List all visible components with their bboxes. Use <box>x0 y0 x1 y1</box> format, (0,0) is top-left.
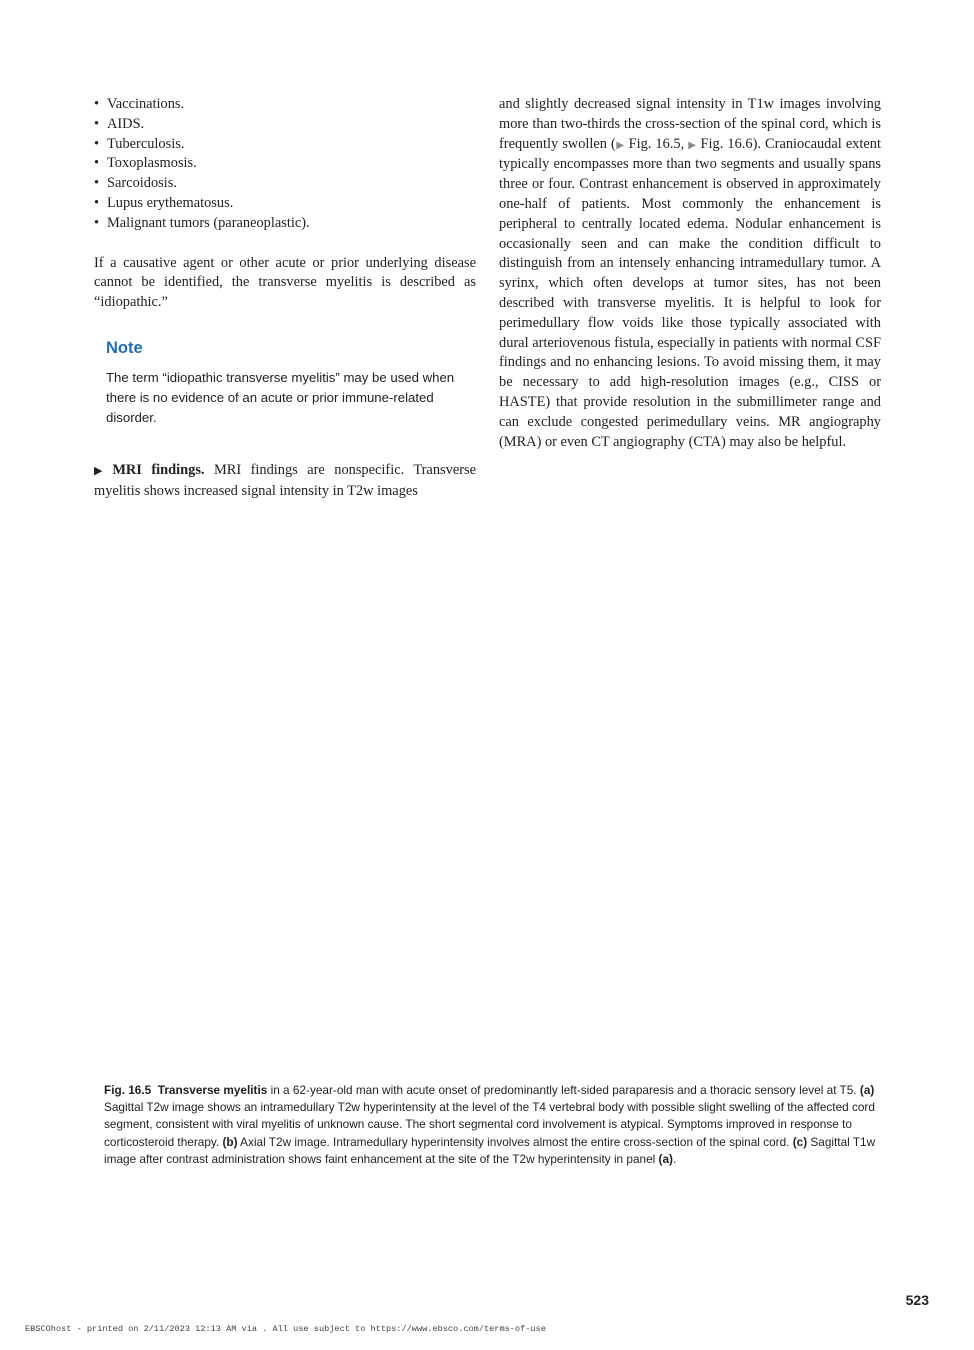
body-text: ). Craniocaudal extent typically encompasses more than two segments and usually spans three or four. Contrast enhancement is observed in approximately one-half of patients. Most commonly the enhancement is peripheral to centrally located edema. Nodular enhancement is occasionally seen and can make the condition difficult to distinguish from an intensely enhancing intramedullary tumor. A syrinx, which often develops at tumor sites, has not been described with transverse myelitis. It is helpful to look for perimedullary flow voids like those typically associated with dural arteriovenous fistula, especially in patients with normal CSF findings and no enhancing lesions. To avoid missing them, it may be necessary to add high-resolution images (e.g., CISS or HASTE) that provide resolution in the submillimeter range and can exclude congested perimedullary veins. MR angiography (MRA) or even CT angiography (CTA) may also be helpful. <box>499 135 881 450</box>
body-text: and slightly decreased signal intensity in T1w images involving more than two-thirds the cross-section of the spinal cord, which is frequently swollen ( <box>499 96 881 152</box>
caption-text: . <box>672 1151 677 1166</box>
caption-text: in a 62-year-old man with acute onset of predominantly left-sided paraparesis and a thoracic sensory level at T5. <box>267 1083 860 1097</box>
caption-text: Sagittal T1w image after contrast administration shows faint enhancement at the site of the T2w hyperintensity in panel <box>104 1134 876 1166</box>
xref-arrow-icon: ▶ <box>688 139 697 151</box>
mri-findings-text: MRI findings are nonspecific. Transverse myelitis shows increased signal intensity in T2w images <box>94 461 476 499</box>
caption-text: Axial T2w image. Intramedullary hyperintensity involves almost the entire cross-section of the spinal cord. <box>237 1134 793 1149</box>
panel-label: (a) <box>658 1151 673 1166</box>
left-column <box>94 95 476 502</box>
cause-list <box>94 95 476 234</box>
caption-title: Transverse myelitis <box>157 1083 268 1097</box>
note-box <box>106 337 476 428</box>
note-text: The term “idiopathic transverse myelitis” may be used when there is no evidence of an acute or prior immune-related disorder. <box>106 369 455 425</box>
figure-link[interactable]: Fig. 16.5, <box>628 135 685 152</box>
page-number: 523 <box>905 1292 929 1308</box>
figure-link[interactable]: Fig. 16.6 <box>700 135 753 152</box>
list-item: • AIDS. <box>94 115 476 135</box>
triangle-right-icon: ▶ <box>94 464 109 477</box>
list-item: • Malignant tumors (paraneoplastic). <box>94 214 476 234</box>
print-footer: EBSCOhost - printed on 2/11/2023 12:13 AM via . All use subject to https://www.ebsco.com/terms-of-use <box>25 1324 546 1334</box>
caption-label: Fig. 16.5 <box>104 1083 152 1097</box>
right-column <box>499 95 881 452</box>
panel-label: (b) <box>222 1134 238 1149</box>
caption-text: Sagittal T2w image shows an intramedullary T2w hyperintensity at the level of the T4 vertebral body with possible slight swelling of the affected cord segment, consistent with viral myelitis of unknown cause. The short segmental cord involvement is atypical. Symptoms improved in response to corticosteroid therapy. <box>104 1100 875 1149</box>
mri-findings-paragraph <box>94 461 476 502</box>
figure-placeholder <box>94 530 880 1070</box>
idiopathic-paragraph: If a causative agent or other acute or prior underlying disease cannot be identified, the transverse myelitis is described as “idiopathic.” <box>94 254 476 311</box>
list-item: • Sarcoidosis. <box>94 174 476 194</box>
panel-label: (a) <box>859 1083 875 1097</box>
list-item: • Toxoplasmosis. <box>94 154 476 174</box>
panel-label: (c) <box>792 1134 808 1149</box>
figure-caption <box>104 1082 880 1168</box>
list-item: • Lupus erythematosus. <box>94 194 476 214</box>
mri-continuation-paragraph <box>499 95 881 452</box>
note-title: Note <box>106 338 143 357</box>
xref-arrow-icon: ▶ <box>615 139 625 151</box>
list-item: • Tuberculosis. <box>94 135 476 155</box>
list-item: • Vaccinations. <box>94 95 476 115</box>
mri-findings-heading: MRI findings. <box>112 461 205 478</box>
